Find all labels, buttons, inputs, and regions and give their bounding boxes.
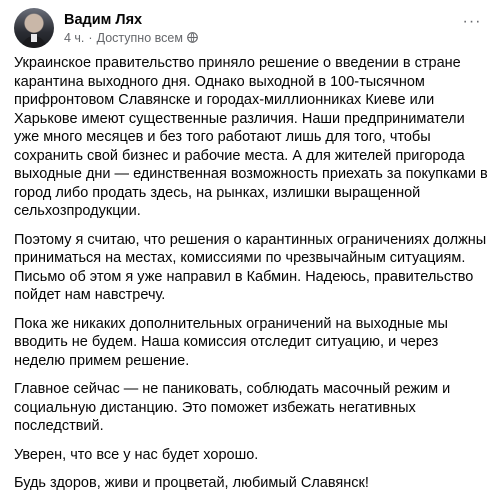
- post-header: [14, 8, 198, 48]
- post-body: [14, 54, 492, 503]
- audience-label: Доступно всем: [96, 30, 183, 45]
- post-paragraph: Украинское правительство приняло решение о введении в стране карантина выходного дня. Однако выходной в 100-тысячном прифронтовом Славянске и городах-миллионниках Киеве или Харькове имеют существенные различия. Наши предприниматели уже много месяцев и без того работают лишь для того, чтобы сохранить свой бизнес и рабочие места. А для жителей пригорода выходные дни — единственная возможность приехать за покупками в город либо продать здесь, на рынках, излишки выращенной сельхозпродукции.: [14, 55, 488, 219]
- post-paragraph: Поэтому я считаю, что решения о карантинных ограничениях должны приниматься на местах, комиссиями по чрезвычайным ситуациям. Письмо об этом я уже направил в Кабмин. Надеюсь, правительство пойдет нам навстречу.: [14, 231, 487, 303]
- more-options-icon[interactable]: ···: [462, 13, 482, 30]
- post-paragraph: Уверен, что все у нас будет хорошо.: [14, 446, 259, 463]
- author-name[interactable]: Вадим Лях: [64, 11, 143, 28]
- post-meta: [64, 11, 198, 46]
- post-subline: [64, 30, 198, 46]
- post-paragraph: Главное сейчас — не паниковать, соблюдать масочный режим и социальную дистанцию. Это поможет избежать негативных последствий.: [14, 381, 451, 434]
- post-paragraph: Будь здоров, живи и процветай, любимый Славянск!: [14, 475, 369, 491]
- separator-dot: ·: [88, 30, 93, 45]
- globe-icon[interactable]: [187, 32, 198, 43]
- avatar[interactable]: [14, 8, 54, 48]
- post-time[interactable]: 4 ч.: [64, 30, 85, 45]
- post-paragraph: Пока же никаких дополнительных ограничений на выходные мы вводить не будем. Наша комиссия отследит ситуацию, и через неделю примем решение.: [14, 315, 448, 369]
